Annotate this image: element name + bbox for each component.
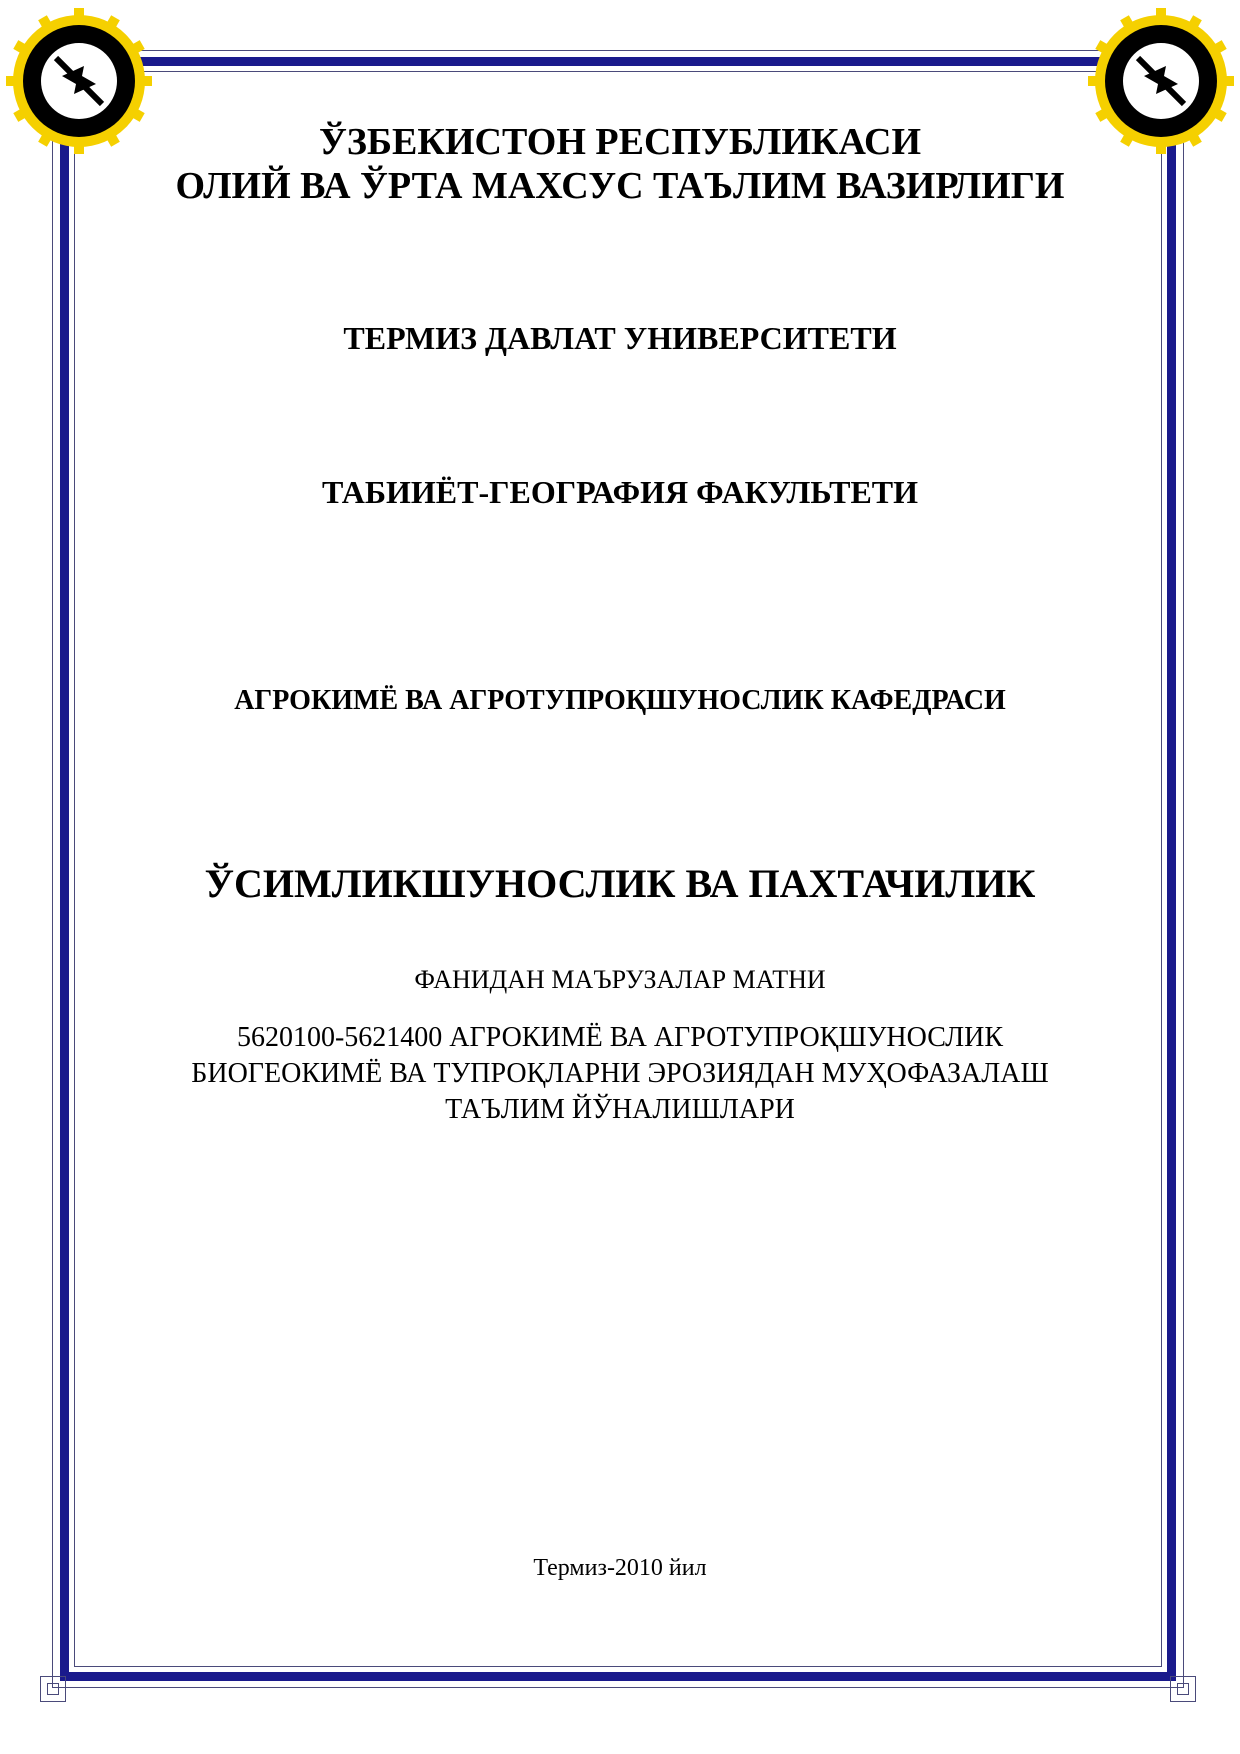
subject-title: ЎСИМЛИКШУНОСЛИК ВА ПАХТАЧИЛИК [204, 861, 1036, 906]
ministry-title-line1: ЎЗБЕКИСТОН РЕСПУБЛИКАСИ [318, 121, 922, 163]
university-name: ТЕРМИЗ ДАВЛАТ УНИВЕРСИТЕТИ [343, 320, 897, 356]
department-name: АГРОКИМЁ ВА АГРОТУПРОҚШУНОСЛИК КАФЕДРАСИ [234, 685, 1006, 716]
directions-line3: ТАЪЛИМ ЙЎНАЛИШЛАРИ [445, 1094, 795, 1125]
frame-corner-ornament [40, 1676, 66, 1702]
frame-corner-ornament [1170, 1676, 1196, 1702]
faculty-name: ТАБИИЁТ-ГЕОГРАФИЯ ФАКУЛЬТЕТИ [321, 474, 919, 510]
directions-line2: БИОГЕОКИМЁ ВА ТУПРОҚЛАРНИ ЭРОЗИЯДАН МУҲОФАЗАЛАШ [191, 1058, 1049, 1089]
ministry-title-line2: ОЛИЙ ВА ЎРТА МАХСУС ТАЪЛИМ ВАЗИРЛИГИ [175, 165, 1065, 207]
place-year: Термиз-2010 йил [533, 1555, 707, 1581]
directions-line1: 5620100-5621400 АГРОКИМЁ ВА АГРОТУПРОҚШУНОСЛИК [236, 1022, 1004, 1053]
document-type: ФАНИДАН МАЪРУЗАЛАР МАТНИ [414, 965, 826, 994]
